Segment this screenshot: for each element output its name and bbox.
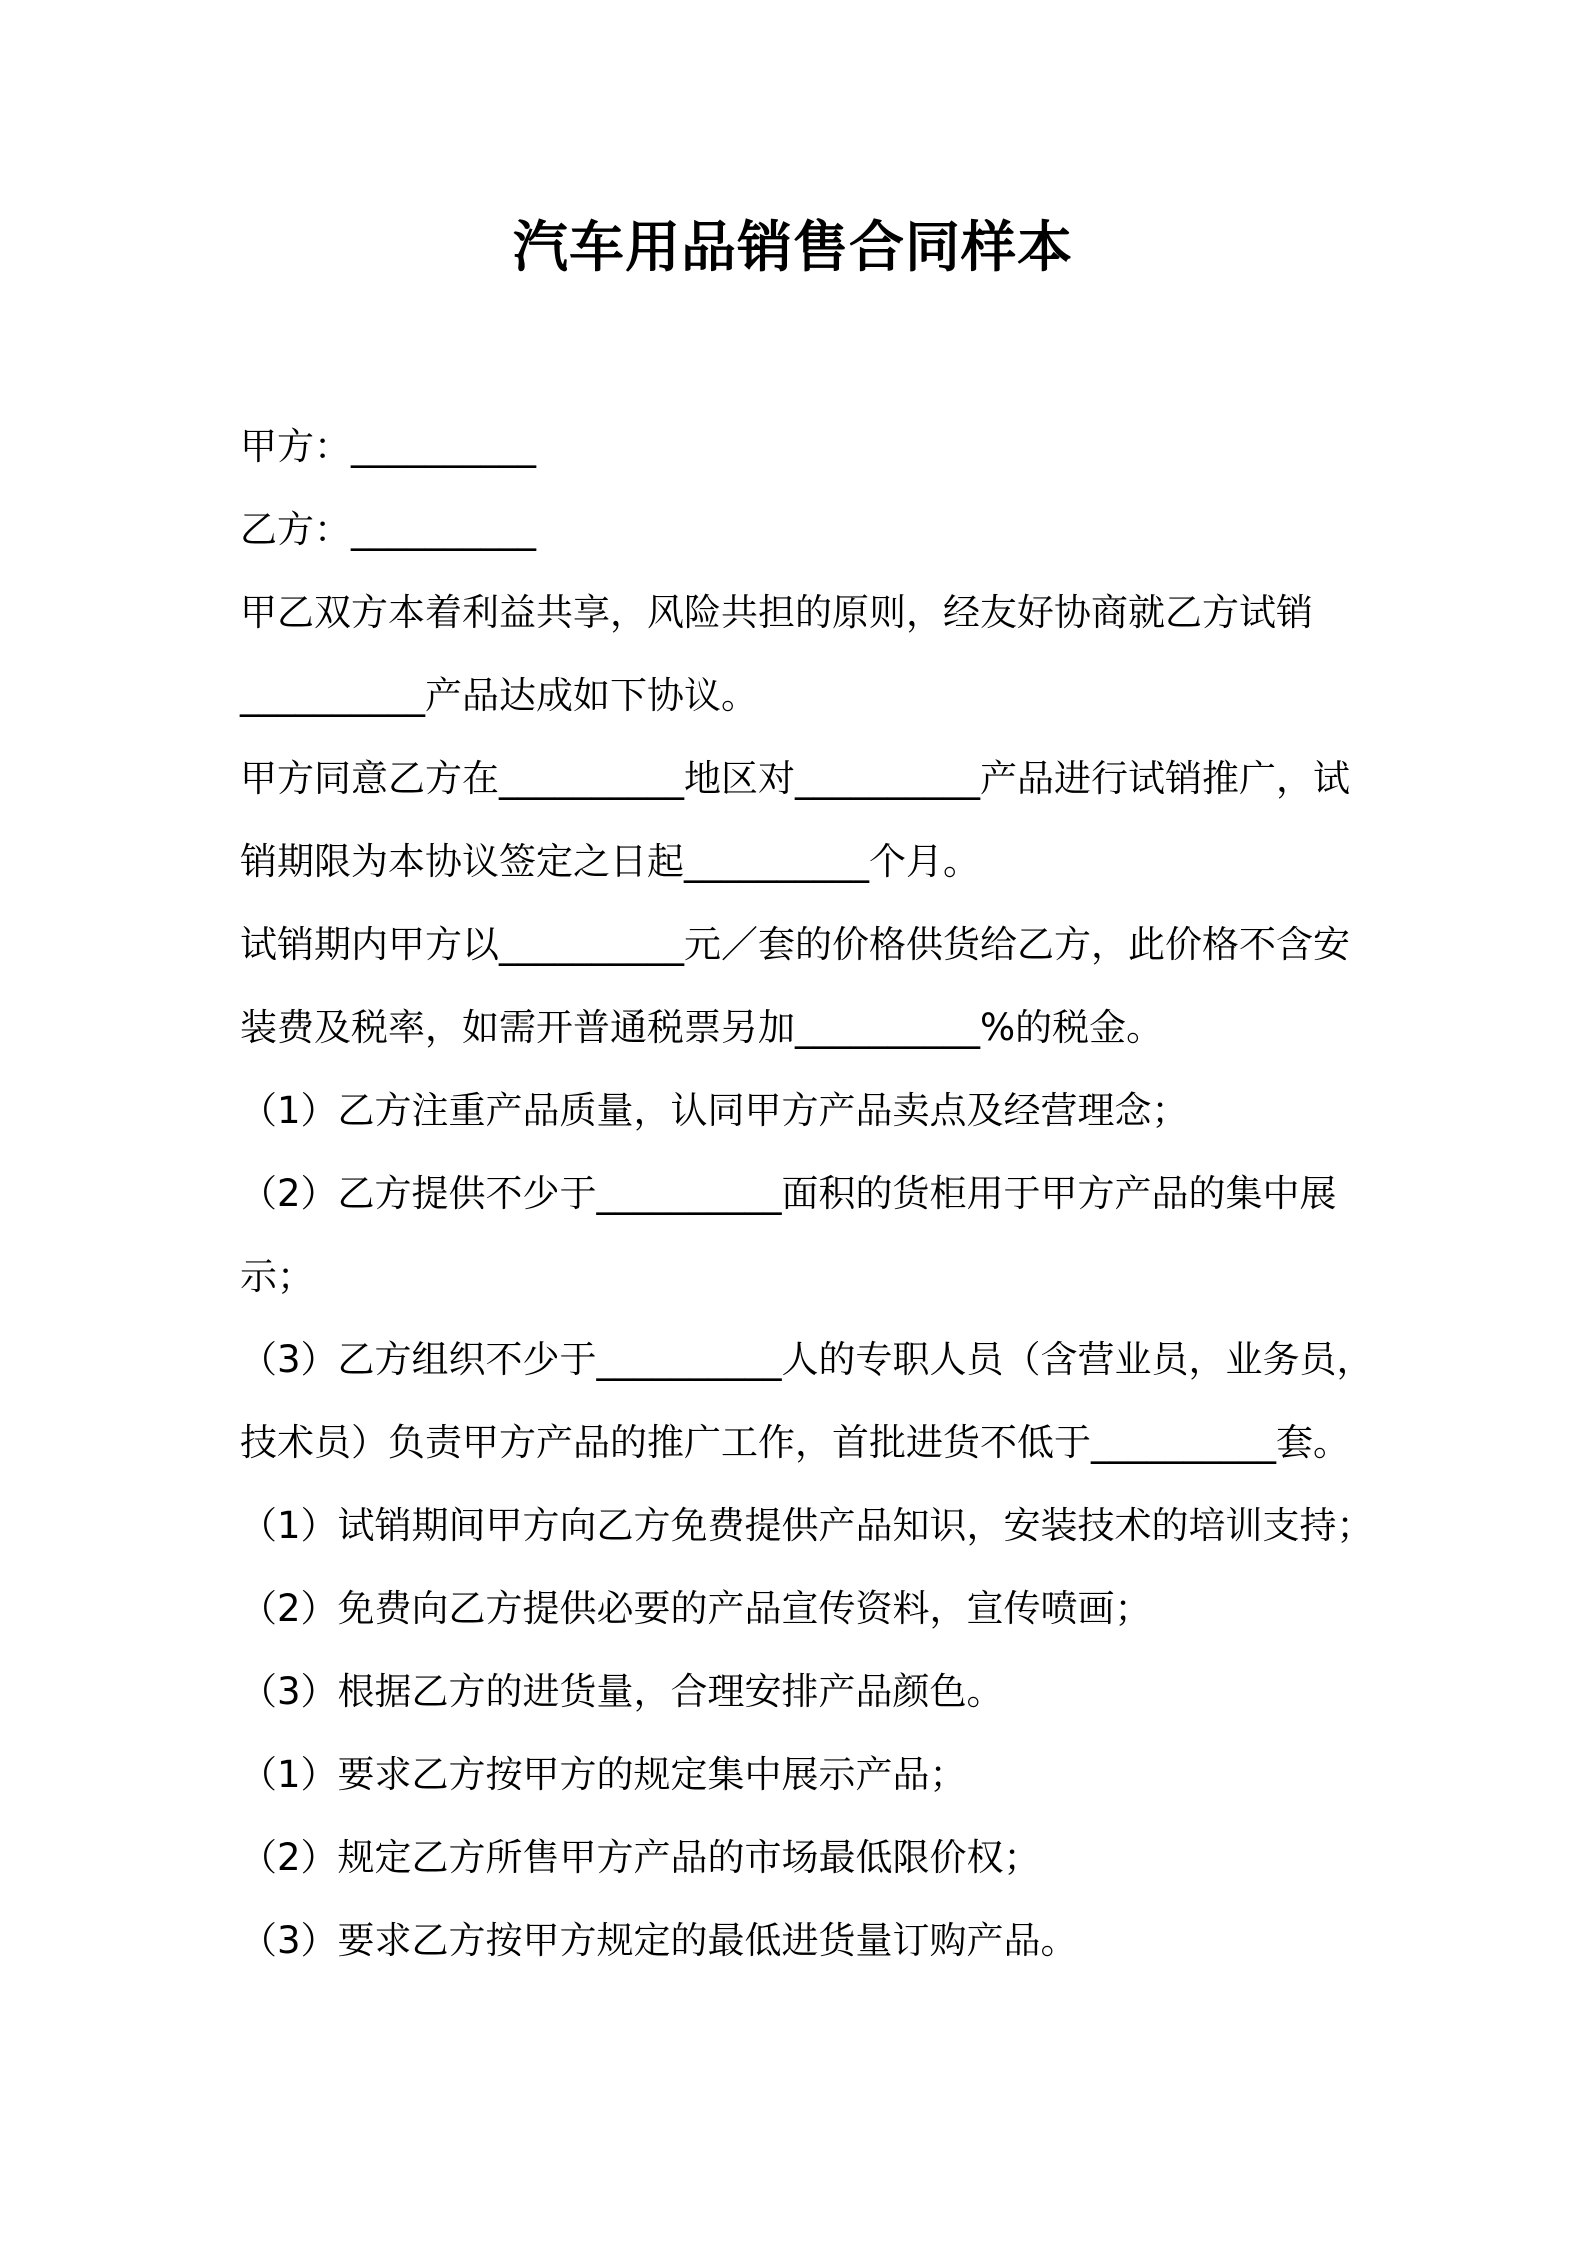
document-body bbox=[240, 405, 1374, 1982]
party-a-right-3: （3）要求乙方按甲方规定的最低进货量订购产品。 bbox=[240, 1919, 1078, 1962]
party-a-right-2: （2）规定乙方所售甲方产品的市场最低限价权； bbox=[240, 1836, 1041, 1879]
trial-area-line-1: 甲方同意乙方在__________地区对__________产品进行试销推广，试 bbox=[240, 757, 1350, 800]
party-a-obligation-3: （3）根据乙方的进货量，合理安排产品颜色。 bbox=[240, 1670, 1004, 1713]
intro-line-2: __________产品达成如下协议。 bbox=[240, 674, 758, 717]
party-a-right-1: （1）要求乙方按甲方的规定集中展示产品； bbox=[240, 1753, 967, 1796]
party-b-obligation-3-line-2: 技术员）负责甲方产品的推广工作，首批进货不低于__________套。 bbox=[240, 1421, 1350, 1464]
party-b-obligation-1: （1）乙方注重产品质量，认同甲方产品卖点及经营理念； bbox=[240, 1089, 1189, 1132]
trial-area-line-2: 销期限为本协议签定之日起__________个月。 bbox=[240, 840, 980, 883]
party-b-line: 乙方：__________ bbox=[240, 508, 536, 551]
party-a-obligation-2: （2）免费向乙方提供必要的产品宣传资料，宣传喷画； bbox=[240, 1587, 1152, 1630]
price-line-2: 装费及税率，如需开普通税票另加__________%的税金。 bbox=[240, 1006, 1164, 1049]
party-b-obligation-2-line-1: （2）乙方提供不少于__________面积的货柜用于甲方产品的集中展 bbox=[240, 1172, 1337, 1215]
intro-line-1: 甲乙双方本着利益共享，风险共担的原则，经友好协商就乙方试销 bbox=[240, 591, 1313, 634]
document-title: 汽车用品销售合同样本 bbox=[512, 215, 1073, 279]
party-a-obligation-1: （1）试销期间甲方向乙方免费提供产品知识，安装技术的培训支持； bbox=[240, 1504, 1374, 1547]
party-a-line: 甲方：__________ bbox=[240, 425, 536, 468]
price-line-1: 试销期内甲方以__________元／套的价格供货给乙方，此价格不含安 bbox=[240, 923, 1350, 966]
party-b-obligation-3-line-1: （3）乙方组织不少于__________人的专职人员（含营业员，业务员， bbox=[240, 1338, 1374, 1381]
party-b-obligation-2-line-2: 示； bbox=[240, 1255, 314, 1298]
